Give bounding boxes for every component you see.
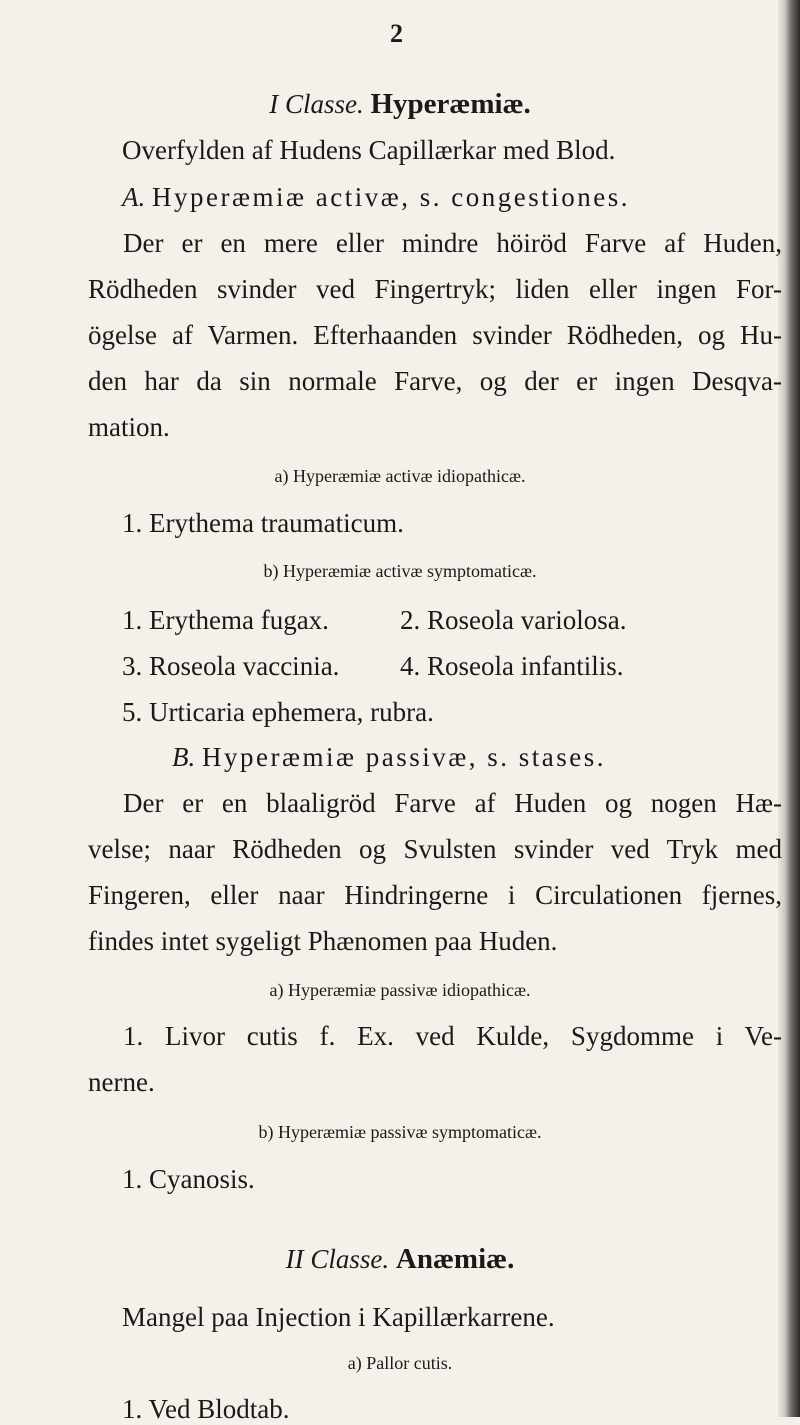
sectionA-title: Hyperæmiæ activæ, s. congestiones.	[152, 182, 630, 212]
sectionA-para-line: Rödheden svinder ved Fingertryk; liden eller ingen For-	[88, 274, 782, 304]
sectionB-item: 1. Livor cutis f. Ex. ved Kulde, Sygdomme i Ve-	[123, 1021, 782, 1051]
class1-title: Hyperæmiæ.	[370, 88, 531, 120]
class1-description: Overfylden af Hudens Capillærkar med Blod.	[122, 135, 616, 165]
sectionB-heading	[172, 741, 606, 773]
sectionB-sub-a: a) Hyperæmiæ passivæ idiopathicæ.	[269, 980, 531, 1000]
class2-item: 1. Ved Blodtab.	[122, 1394, 290, 1424]
class1-heading	[0, 88, 800, 120]
sectionA-para-line: Der er en mere eller mindre höiröd Farve af Huden,	[123, 228, 782, 258]
sectionB-item: nerne.	[88, 1067, 155, 1097]
sectionA-para-line: ögelse af Varmen. Efterhaanden svinder Rödheden, og Hu-	[88, 320, 782, 350]
sectionA-heading	[122, 181, 630, 213]
sectionA-item: 4. Roseola infantilis.	[400, 651, 624, 681]
sectionA-item: 2. Roseola variolosa.	[400, 605, 627, 635]
sectionA-item: 1. Erythema fugax.	[122, 605, 329, 635]
sectionB-sub-b: b) Hyperæmiæ passivæ symptomaticæ.	[258, 1122, 542, 1142]
sectionA-letter: A.	[122, 182, 146, 212]
page-edge	[778, 0, 800, 1417]
class2-description: Mangel paa Injection i Kapillærkarrene.	[122, 1302, 555, 1332]
sectionB-para-line: Fingeren, eller naar Hindringerne i Circulationen fjernes,	[88, 880, 782, 910]
sectionA-item: 3. Roseola vaccinia.	[122, 651, 340, 681]
sectionB-title: Hyperæmiæ passivæ, s. stases.	[202, 742, 607, 772]
class1-label: I Classe.	[269, 89, 364, 119]
class2-label: II Classe.	[285, 1244, 390, 1274]
sectionA-para-line: den har da sin normale Farve, og der er ingen Desqva-	[88, 366, 782, 396]
sectionA-item: 1. Erythema traumaticum.	[122, 508, 404, 538]
sectionA-sub-b: b) Hyperæmiæ activæ symptomaticæ.	[263, 561, 537, 581]
sectionA-para-line: mation.	[88, 412, 170, 442]
sectionA-sub-a: a) Hyperæmiæ activæ idiopathicæ.	[274, 466, 526, 486]
sectionB-letter: B.	[172, 742, 196, 772]
class2-title: Anæmiæ.	[395, 1243, 515, 1275]
sectionB-para-line: velse; naar Rödheden og Svulsten svinder ved Tryk med	[88, 834, 782, 864]
sectionB-para-line: Der er en blaaligröd Farve af Huden og nogen Hæ-	[123, 788, 782, 818]
sectionA-item: 5. Urticaria ephemera, rubra.	[122, 697, 434, 727]
sectionB-para-line: findes intet sygeligt Phænomen paa Huden.	[88, 926, 558, 956]
sectionB-item: 1. Cyanosis.	[122, 1164, 255, 1194]
class2-sub-a: a) Pallor cutis.	[347, 1353, 453, 1373]
page-number: 2	[390, 19, 403, 48]
class2-heading	[0, 1243, 800, 1275]
